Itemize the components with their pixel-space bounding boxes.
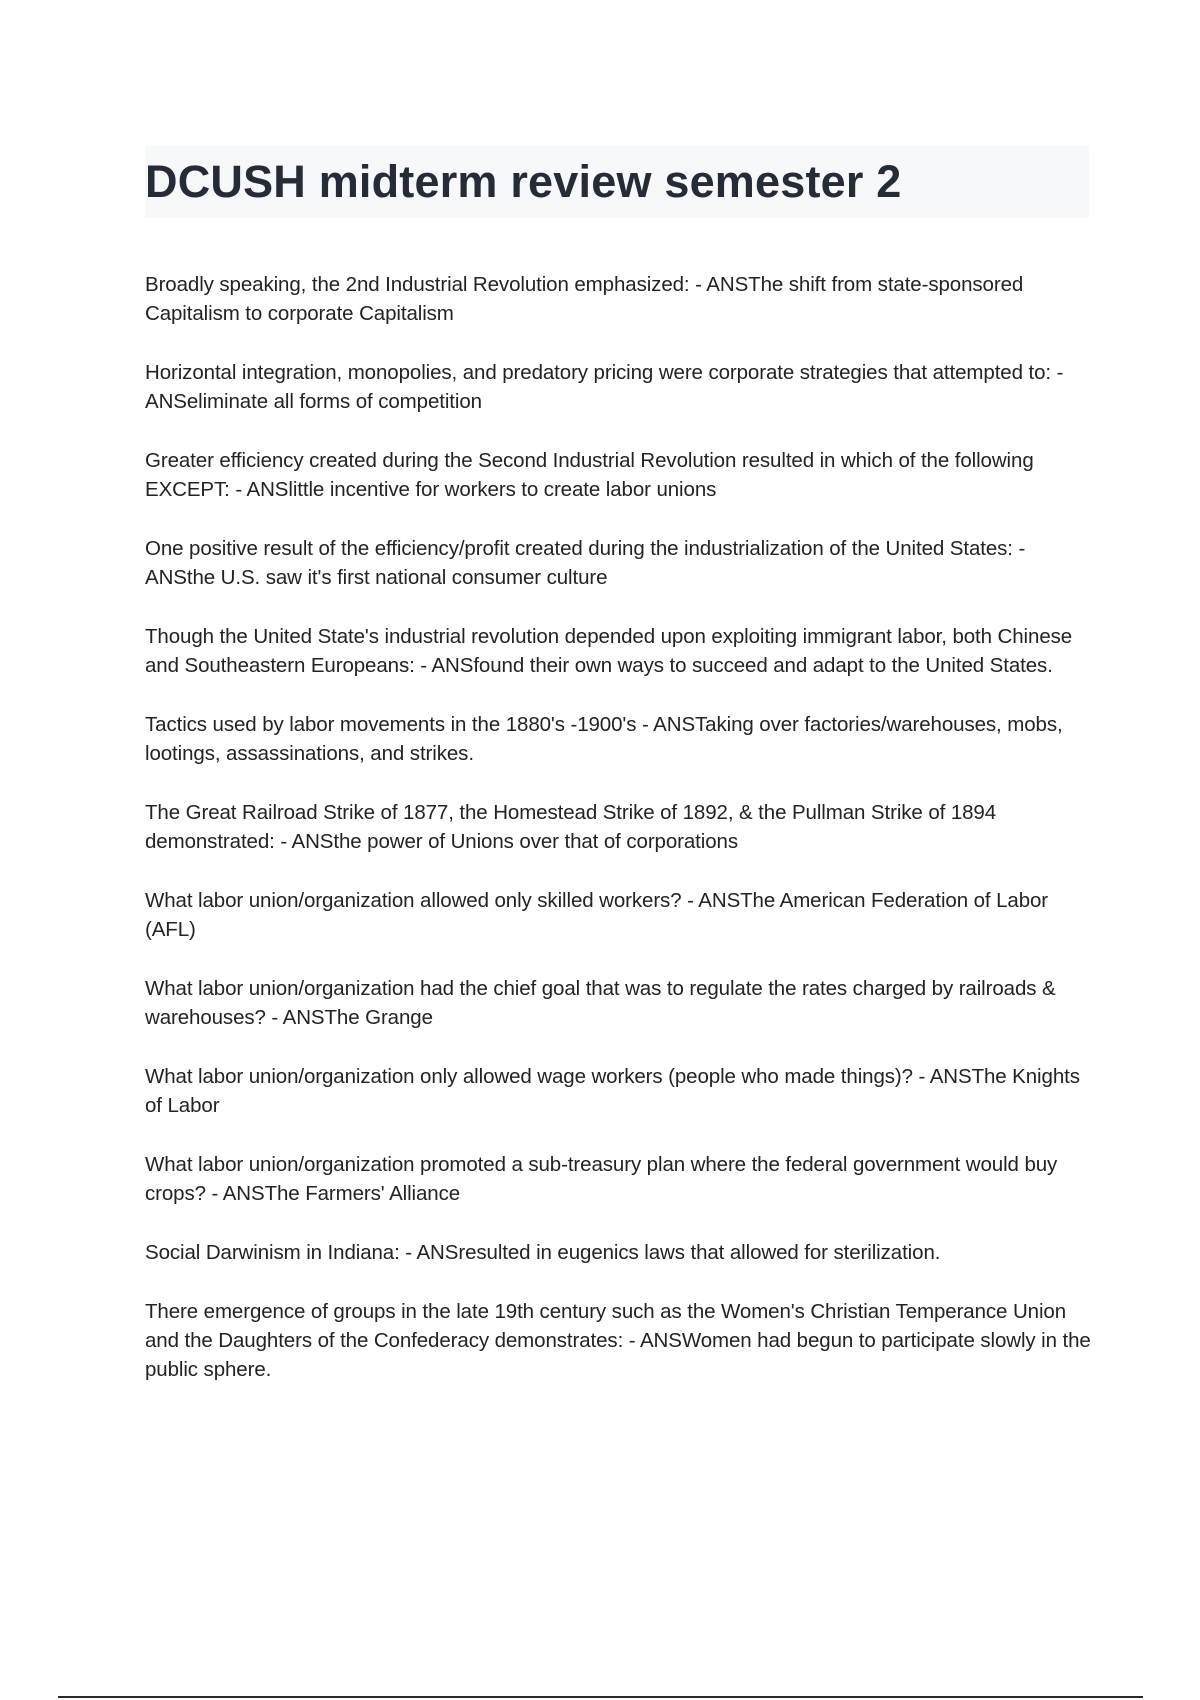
qa-list <box>145 270 1095 1414</box>
qa-item: What labor union/organization allowed only skilled workers? - ANSThe American Federation of Labor (AFL) <box>145 889 1049 941</box>
qa-item: Broadly speaking, the 2nd Industrial Revolution emphasized: - ANSThe shift from state-sponsored Capitalism to corporate Capitalism <box>145 273 1024 325</box>
qa-item: One positive result of the efficiency/profit created during the industrialization of the United States: - ANSthe U.S. saw it's first national consumer culture <box>145 537 1026 589</box>
qa-item: Tactics used by labor movements in the 1880's -1900's - ANSTaking over factories/warehouses, mobs, lootings, assassinations, and strikes. <box>145 713 1063 765</box>
qa-item: The Great Railroad Strike of 1877, the Homestead Strike of 1892, & the Pullman Strike of 1894 demonstrated: - ANSthe power of Unions over that of corporations <box>145 801 997 853</box>
qa-item: Though the United State's industrial revolution depended upon exploiting immigrant labor, both Chinese and Southeastern Europeans: - ANSfound their own ways to succeed and adapt to the United States. <box>145 625 1073 677</box>
title-band <box>145 146 1089 218</box>
qa-item: There emergence of groups in the late 19th century such as the Women's Christian Temperance Union and the Daughters of the Confederacy demonstrates: - ANSWomen had begun to participate slowly in the public sphere. <box>145 1300 1091 1381</box>
qa-item: What labor union/organization only allowed wage workers (people who made things)? - ANSThe Knights of Labor <box>145 1065 1080 1117</box>
qa-item: Social Darwinism in Indiana: - ANSresulted in eugenics laws that allowed for sterilization. <box>145 1241 941 1264</box>
page-bottom-divider <box>58 1696 1143 1698</box>
qa-item: Horizontal integration, monopolies, and predatory pricing were corporate strategies that attempted to: - ANSeliminate all forms of competition <box>145 361 1064 413</box>
page-title: DCUSH midterm review semester 2 <box>145 156 902 207</box>
qa-item: Greater efficiency created during the Second Industrial Revolution resulted in which of the following EXCEPT: - ANSlittle incentive for workers to create labor unions <box>145 449 1034 501</box>
qa-item: What labor union/organization promoted a sub-treasury plan where the federal government would buy crops? - ANSThe Farmers' Alliance <box>145 1153 1058 1205</box>
qa-item: What labor union/organization had the chief goal that was to regulate the rates charged by railroads & warehouses? - ANSThe Grange <box>145 977 1056 1029</box>
